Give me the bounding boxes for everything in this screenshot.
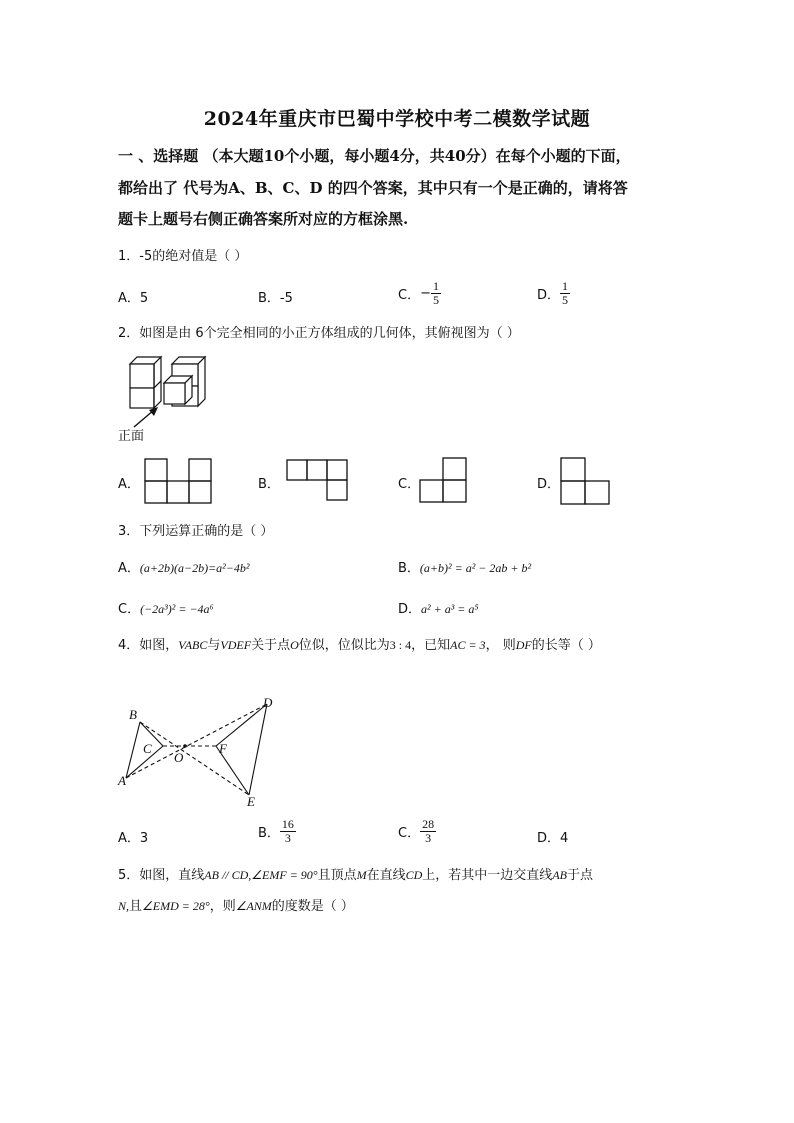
q2-option-c-grid bbox=[419, 457, 471, 505]
point-label-c: C bbox=[143, 741, 152, 756]
q2-option-a-label: A． bbox=[118, 477, 140, 492]
point-label-e: E bbox=[247, 794, 255, 809]
point-label-o: O bbox=[174, 750, 184, 765]
section-instruction-line-2: 都给出了 代号为A、B、C、D 的四个答案，其中只有一个是正确的，请将答 bbox=[118, 179, 628, 197]
q3-option-a: A．(a+2b)(a−2b)=a²−4b² bbox=[118, 561, 250, 576]
q4-option-a: A．3 bbox=[118, 831, 149, 846]
q4-option-c: C． $\frac{28}{3}$ bbox=[398, 817, 435, 845]
q4-option-b: B． $\frac{16}{3}$ bbox=[258, 817, 294, 845]
point-label-b: B bbox=[129, 707, 137, 722]
q3-option-d: D．a² + a³ = a⁵ bbox=[398, 602, 479, 617]
q1-option-c: C．− $\frac{1}{5}$ bbox=[398, 279, 439, 307]
q2-option-c-label: C． bbox=[398, 477, 421, 492]
question-1-stem: 1．-5的绝对值是（ ） bbox=[118, 249, 248, 264]
front-view-label: 正面 bbox=[118, 429, 145, 444]
q2-option-d-label: D． bbox=[537, 477, 561, 492]
q3-option-c: C．(−2a³)² = −4a⁶ bbox=[118, 602, 214, 617]
q2-option-b-grid bbox=[285, 459, 351, 503]
section-instruction-line-1: 一 、选择题 （本大题10个小题，每小题4分，共40分）在每个小题的下面， bbox=[118, 147, 631, 165]
q3-option-b: B．(a+b)² = a² − 2ab + b² bbox=[398, 561, 532, 576]
point-label-f: F bbox=[219, 741, 227, 756]
question-4-stem: 4．如图，VABC与VDEF关于点O位似，位似比为3 : 4，已知AC = 3， 则DF的长等（ ） bbox=[118, 638, 601, 653]
question-2-stem: 2．如图是由 6个完全相同的小正方体组成的几何体，其俯视图为（ ） bbox=[118, 326, 520, 341]
similar-triangles-figure bbox=[115, 690, 285, 810]
q4-option-d: D．4 bbox=[537, 831, 569, 846]
q1-option-d: D． $\frac{1}{5}$ bbox=[537, 279, 569, 307]
section-instruction-line-3: 题卡上题号右侧正确答案所对应的方框涂黑. bbox=[118, 210, 409, 228]
q1-option-b: B．-5 bbox=[258, 291, 293, 306]
q1-option-a: A．5 bbox=[118, 291, 149, 306]
question-5-stem-line-2: N,且∠EMD = 28°，则∠ANM的度数是（ ） bbox=[118, 899, 354, 914]
point-label-a: A bbox=[118, 773, 126, 788]
page-title: 2024年重庆市巴蜀中学校中考二模数学试题 bbox=[203, 108, 591, 130]
question-5-stem-line-1: 5．如图，直线AB // CD,∠EMF = 90°且顶点M在直线CD上，若其中一边交直线AB于点 bbox=[118, 868, 593, 883]
q2-option-a-grid bbox=[144, 458, 216, 506]
q2-option-b-label: B． bbox=[258, 477, 280, 492]
q2-option-d-grid bbox=[559, 457, 613, 507]
point-label-d: D bbox=[263, 695, 273, 710]
question-3-stem: 3．下列运算正确的是（ ） bbox=[118, 524, 274, 539]
